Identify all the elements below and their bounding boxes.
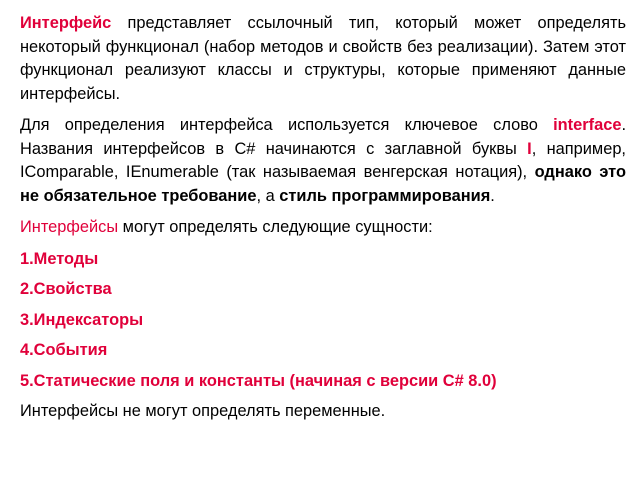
entities-intro: [20, 216, 626, 240]
not-required-note: однако это не обязательное требование: [20, 163, 626, 205]
definition-text-5: .: [490, 186, 495, 205]
interfaces-term: Интерфейсы: [20, 218, 119, 236]
footer-note: Интерфейсы не могут определять переменные.: [20, 402, 386, 420]
definition-text-2: . Названия интерфейсов в C# начинаются с заглавной буквы: [20, 116, 626, 158]
intro-paragraph: [20, 12, 626, 106]
programming-style-note: стиль программирования: [279, 186, 491, 205]
list-item-properties: 2.Свойства: [20, 280, 112, 298]
list-item-static-fields: 5.Статические поля и константы (начиная с версии C# 8.0): [20, 371, 497, 390]
interface-keyword: interface: [553, 116, 622, 134]
definition-text-3: , например, IComparable, IEnumerable (так называемая венгерская нотация),: [20, 139, 626, 181]
definition-paragraph: [20, 114, 626, 208]
list-item-methods: 1.Методы: [20, 249, 99, 268]
intro-text: представляет ссылочный тип, который может определять некоторый функционал (набор методов и свойств без реализации). Затем этот функционал реализуют классы и структуры, которые применяют данные интерфейсы.: [20, 14, 626, 103]
list-item-events: 4.События: [20, 341, 108, 359]
list-item-indexers: 3.Индексаторы: [20, 310, 144, 329]
interface-term: Интерфейс: [20, 14, 112, 32]
prefix-letter: I: [527, 139, 532, 158]
definition-text-1: Для определения интерфейса используется ключевое слово: [20, 116, 554, 134]
entities-intro-text: могут определять следующие сущности:: [118, 218, 433, 236]
definition-text-4: , а: [256, 186, 280, 205]
